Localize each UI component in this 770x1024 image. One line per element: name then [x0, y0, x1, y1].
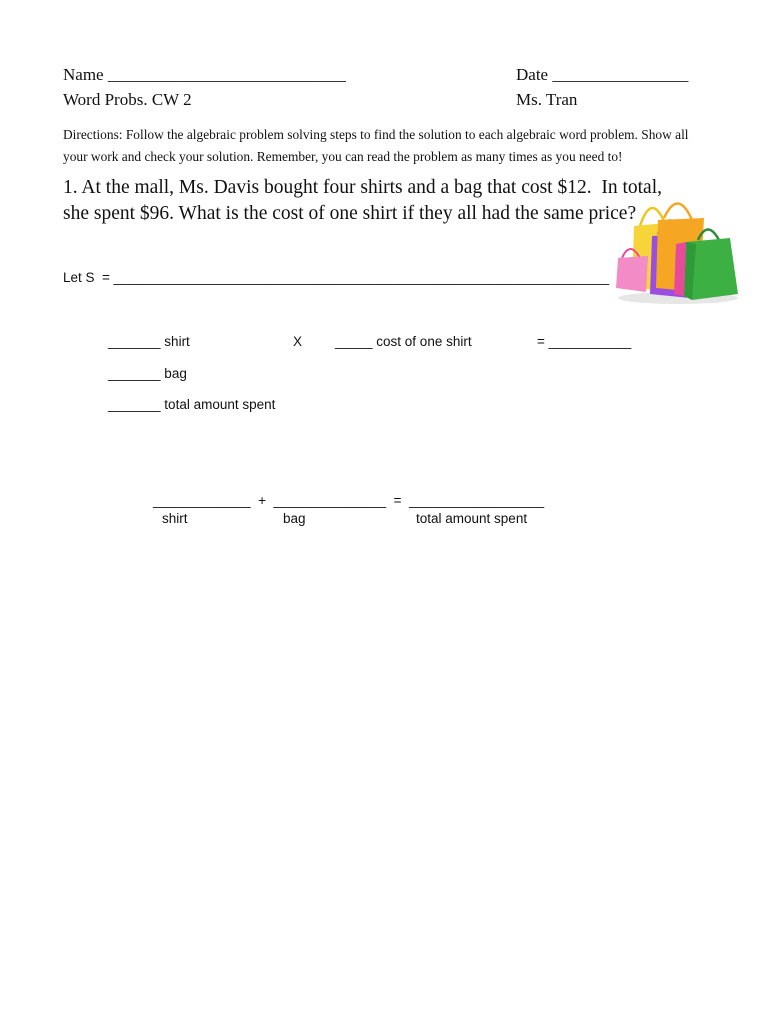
product-result-blank[interactable]: = ___________ — [537, 334, 632, 349]
date-field-line[interactable]: Date ________________ — [516, 65, 689, 84]
multiply-sign: X — [293, 334, 303, 349]
teacher-name: Ms. Tran — [516, 90, 578, 109]
equation-label-total: total amount spent — [416, 511, 528, 526]
directions-text: Directions: Follow the algebraic problem solving steps to find the solution to each algebraic word problem. Show all your work and check your solution. Remember, you can read the problem as many times as you need to! — [63, 127, 689, 164]
shopping-bags-icon — [612, 188, 742, 308]
worksheet-title: Word Probs. CW 2 — [63, 90, 192, 109]
equation-line[interactable]: _____________ + _______________ = __________________ — [153, 493, 545, 508]
problem-line-1: 1. At the mall, Ms. Davis bought four shirts and a bag that cost $12. In total, — [63, 177, 663, 198]
bag-blank[interactable]: _______ bag — [108, 366, 187, 381]
total-spent-blank[interactable]: _______ total amount spent — [108, 397, 276, 412]
name-field-line[interactable]: Name ____________________________ — [63, 65, 346, 84]
shirt-count-blank[interactable]: _______ shirt — [108, 334, 190, 349]
let-variable-line[interactable]: Let S = __________________________________________________________________ — [63, 270, 610, 285]
problem-line-2: she spent $96. What is the cost of one shirt if they all had the same price? — [63, 203, 637, 224]
cost-of-one-shirt-blank[interactable]: _____ cost of one shirt — [335, 334, 472, 349]
equation-label-bag: bag — [283, 511, 306, 526]
equation-label-shirt: shirt — [162, 511, 188, 526]
